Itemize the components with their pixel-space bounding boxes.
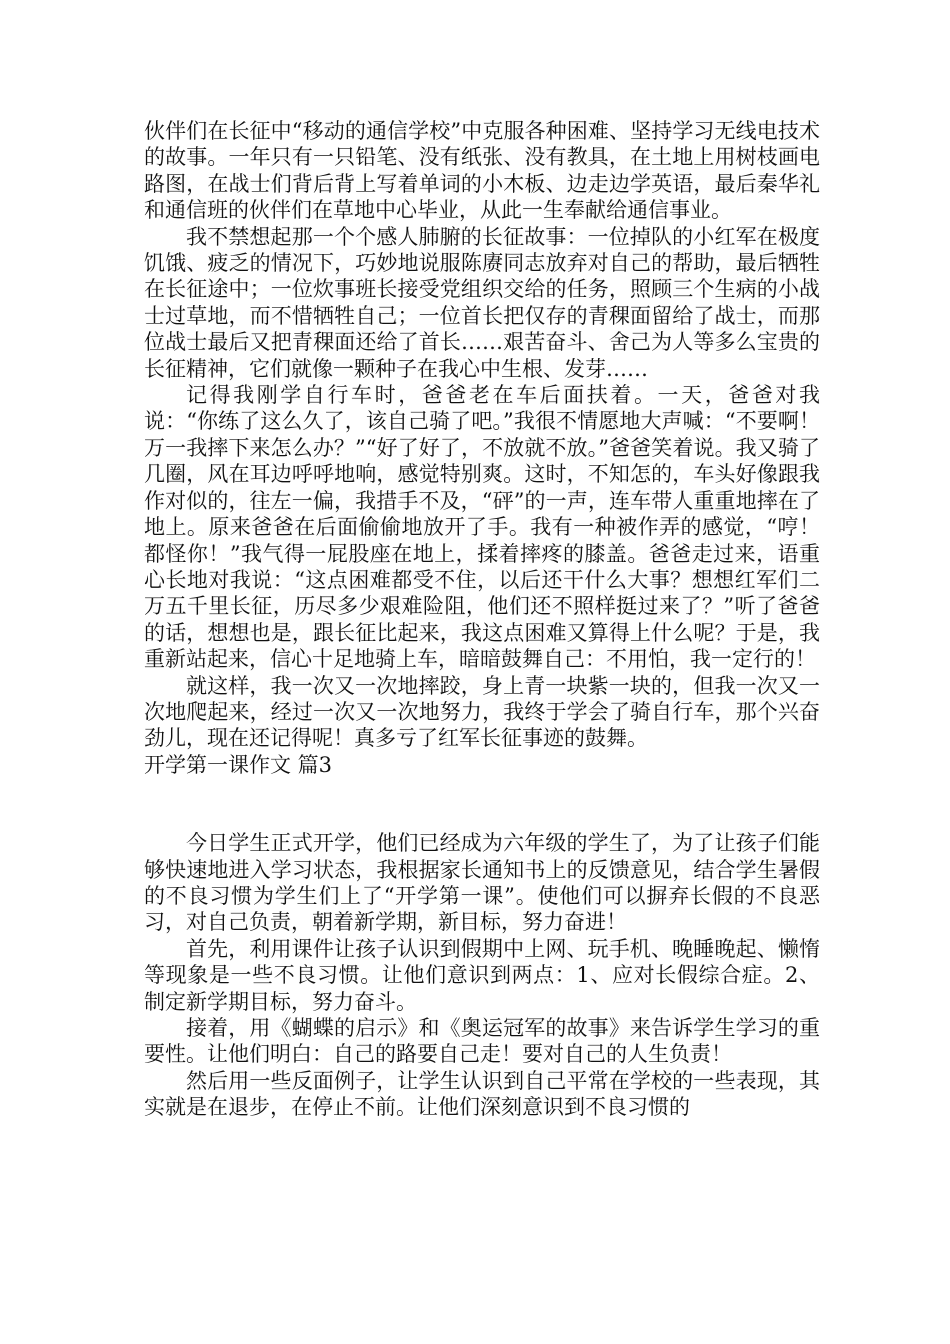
document-body xyxy=(144,118,820,1121)
paragraph: 然后用一些反面例子，让学生认识到自己平常在学校的一些表现，其实就是在退步，在停止不前。让他们深刻意识到不良习惯的 xyxy=(144,1068,820,1120)
paragraph: 接着，用《蝴蝶的启示》和《奥运冠军的故事》来告诉学生学习的重要性。让他们明白：自己的路要自己走！要对自己的人生负责！ xyxy=(144,1016,820,1067)
paragraph: 记得我刚学自行车时，爸爸老在车后面扶着。一天，爸爸对我说：“你练了这么久了，该自己骑了吧。”我很不情愿地大声喊：“不要啊！万一我摔下来怎么办？”“好了好了，不放就不放。”爸爸笑着说。我又骑了几圈，风在耳边呼呼地响，感觉特别爽。这时，不知怎的，车头好像跟我作对似的，往左一偏，我措手不及，“砰”的一声，连车带人重重地摔在了地上。原来爸爸在后面偷偷地放开了手。我有一种被作弄的感觉，“哼！都怪你！”我气得一屁股座在地上，揉着摔疼的膝盖。爸爸走过来，语重心长地对我说：“这点困难都受不住，以后还干什么大事？想想红军们二万五千里长征，历尽多少艰难险阻，他们还不照样挺过来了？”听了爸爸的话，想想也是，跟长征比起来，我这点困难又算得上什么呢？于是，我重新站起来，信心十足地骑上车，暗暗鼓舞自己：不用怕，我一定行的！ xyxy=(144,383,820,672)
paragraph: 伙伴们在长征中“移动的通信学校”中克服各种困难、坚持学习无线电技术的故事。一年只有一只铅笔、没有纸张、没有教具，在土地上用树枝画电路图，在战士们背后背上写着单词的小木板、边走边学英语，最后秦华礼和通信班的伙伴们在草地中心毕业，从此一生奉献给通信事业。 xyxy=(144,119,820,223)
section-heading: 开学第一课作文 篇3 xyxy=(144,752,333,777)
paragraph: 今日学生正式开学，他们已经成为六年级的学生了，为了让孩子们能够快速地进入学习状态，我根据家长通知书上的反馈意见，结合学生暑假的不良习惯为学生们上了“开学第一课”。使他们可以摒弃长假的不良恶习，对自己负责，朝着新学期，新目标，努力奋进！ xyxy=(144,831,820,935)
paragraph: 我不禁想起那一个个感人肺腑的长征故事：一位掉队的小红军在极度饥饿、疲乏的情况下，巧妙地说服陈赓同志放弃对自己的帮助，最后牺牲在长征途中；一位炊事班长接受党组织交给的任务，照顾三个生病的小战士过草地，而不惜牺牲自己；一位首长把仅存的青稞面留给了战士，而那位战士最后又把青稞面还给了首长……艰苦奋斗、舍己为人等多么宝贵的长征精神，它们就像一颗种子在我心中生根、发芽…… xyxy=(144,224,820,381)
paragraph: 首先，利用课件让孩子认识到假期中上网、玩手机、晚睡晚起、懒惰等现象是一些不良习惯。让他们意识到两点：1、应对长假综合症。2、制定新学期目标，努力奋斗。 xyxy=(144,936,820,1014)
section-spacer xyxy=(144,778,820,830)
paragraph: 就这样，我一次又一次地摔跤，身上青一块紫一块的，但我一次又一次地爬起来，经过一次又一次地努力，我终于学会了骑自行车，那个兴奋劲儿，现在还记得呢！真多亏了红军长征事迹的鼓舞。 xyxy=(144,673,820,751)
